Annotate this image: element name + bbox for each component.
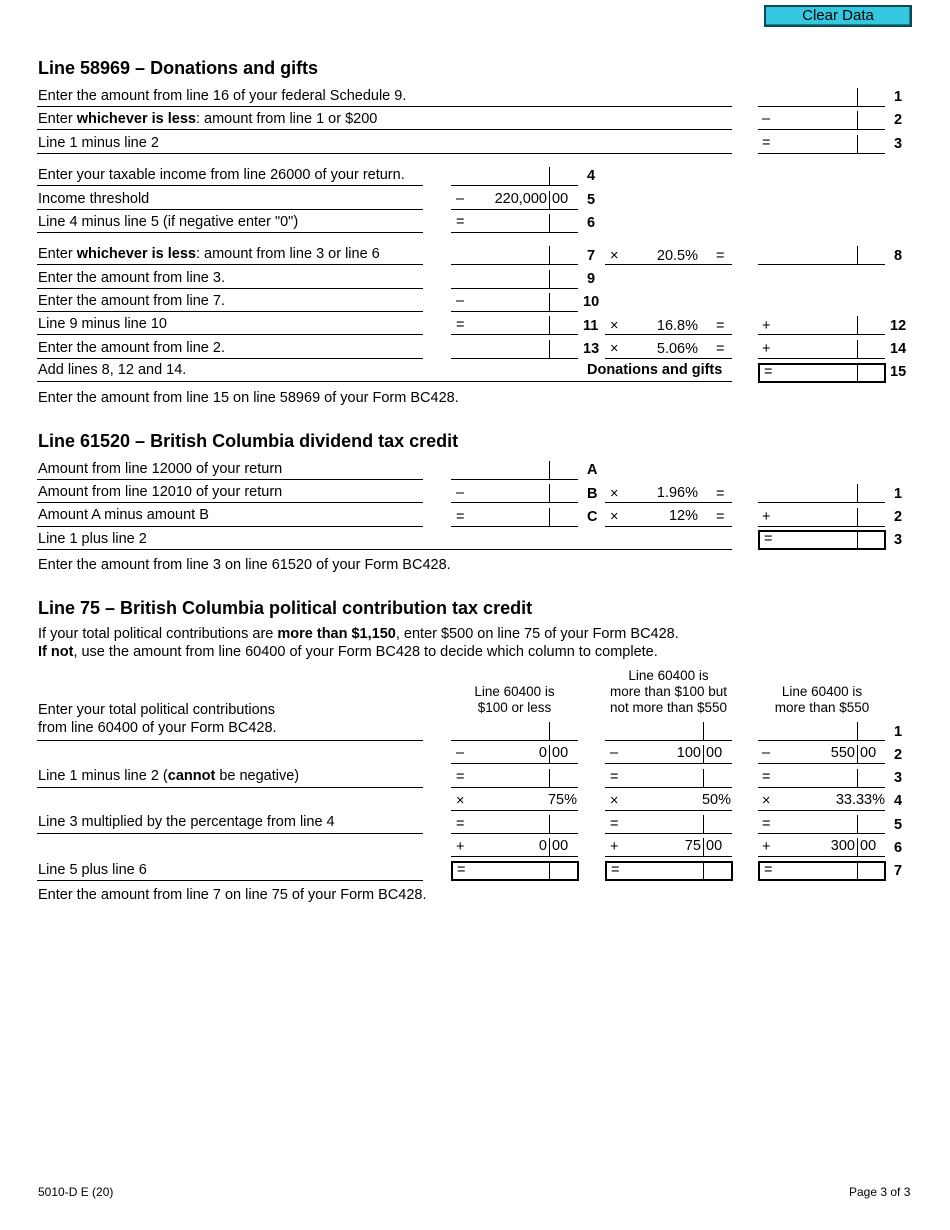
col3-line-6-amount: 300 <box>830 838 855 854</box>
minus-operator: – <box>762 111 771 127</box>
political-col2-line-3-field[interactable] <box>605 787 732 788</box>
rate-20-5: 20.5% <box>656 248 698 264</box>
donations-line-7-label: Enter whichever is less: amount from line 3 or line 6 <box>38 246 380 262</box>
times-operator: × <box>610 509 619 525</box>
donations-line-9-field[interactable] <box>451 288 578 289</box>
line-number: 3 <box>894 136 903 152</box>
minus-operator: – <box>456 485 465 501</box>
line-number: 14 <box>890 341 907 357</box>
political-col1-line-1-field[interactable] <box>451 740 578 741</box>
line-number: 12 <box>890 318 907 334</box>
col1-line-6-cents: 00 <box>552 838 569 854</box>
income-threshold-cents: 00 <box>552 191 569 207</box>
political-col3-line-1-field[interactable] <box>758 740 885 741</box>
donations-line-4-label: Enter your taxable income from line 26000 of your return. <box>38 167 405 183</box>
equals-operator: = <box>764 531 773 547</box>
line-number: 5 <box>894 817 903 833</box>
minus-operator: – <box>610 745 619 761</box>
donations-line-14-field[interactable] <box>758 358 885 359</box>
line-number: 9 <box>587 271 596 287</box>
col1-line-6-amount: 0 <box>538 838 547 854</box>
col3-line-2-cents: 00 <box>860 745 877 761</box>
donations-line-11-field[interactable] <box>451 334 578 335</box>
line-number: 3 <box>894 770 903 786</box>
donations-line-11-label: Line 9 minus line 10 <box>38 316 167 332</box>
political-col1-line-7-field[interactable] <box>451 861 579 881</box>
rate-1-96: 1.96% <box>656 485 698 501</box>
political-col1-line-5-field[interactable] <box>451 833 578 834</box>
line-number: 1 <box>894 89 903 105</box>
donations-line-1-field[interactable] <box>758 106 885 107</box>
political-col1-line-3-field[interactable] <box>451 787 578 788</box>
page-number: Page 3 of 3 <box>849 1185 911 1199</box>
donations-line-5-label: Income threshold <box>38 191 150 207</box>
equals-operator: = <box>764 862 773 878</box>
dividend-line-a-label: Amount from line 12000 of your return <box>38 461 283 477</box>
line-number: 2 <box>894 509 903 525</box>
equals-operator: = <box>716 486 725 502</box>
col2-line-2-amount: 100 <box>676 745 701 761</box>
equals-operator: = <box>762 816 771 832</box>
section-title-dividend: Line 61520 – British Columbia dividend tax credit <box>38 431 459 451</box>
dividend-amount-c-field[interactable] <box>451 526 578 527</box>
line-number: 13 <box>583 341 600 357</box>
dividend-line-1-field[interactable] <box>758 502 885 503</box>
equals-operator: = <box>764 364 773 380</box>
donations-line-1-label: Enter the amount from line 16 of your federal Schedule 9. <box>38 88 407 104</box>
political-col3-line-3-field[interactable] <box>758 787 885 788</box>
minus-operator: – <box>456 745 465 761</box>
plus-operator: + <box>456 839 465 855</box>
political-line-3-label: Line 1 minus line 2 (cannot be negative) <box>38 768 300 784</box>
col2-line-6-amount: 75 <box>684 838 701 854</box>
column-header-1: Line 60400 is $100 or less <box>474 684 555 715</box>
donations-line-6-field[interactable] <box>451 232 578 233</box>
dividend-line-3-label: Line 1 plus line 2 <box>38 531 147 547</box>
plus-operator: + <box>762 318 771 334</box>
donations-line-7-field[interactable] <box>451 264 578 265</box>
col2-line-6-cents: 00 <box>706 838 723 854</box>
political-line-5-label: Line 3 multiplied by the percentage from line 4 <box>38 814 335 830</box>
dividend-note: Enter the amount from line 3 on line 61520 of your Form BC428. <box>38 557 451 573</box>
col1-line-2-cents: 00 <box>552 745 569 761</box>
donations-total-label: Donations and gifts <box>587 362 723 378</box>
line-number: 4 <box>587 168 596 184</box>
col3-line-6-cents: 00 <box>860 838 877 854</box>
line-number: 3 <box>894 532 903 548</box>
political-col3-line-7-field[interactable] <box>758 861 886 881</box>
equals-operator: = <box>456 816 465 832</box>
col1-rate: 75% <box>547 792 577 808</box>
line-number: 6 <box>587 215 596 231</box>
donations-line-4-field[interactable] <box>451 185 578 186</box>
line-number: 8 <box>894 248 903 264</box>
minus-operator: – <box>456 293 465 309</box>
donations-line-13-field[interactable] <box>451 358 578 359</box>
col2-line-2-cents: 00 <box>706 745 723 761</box>
times-operator: × <box>610 486 619 502</box>
political-col2-line-5-field[interactable] <box>605 833 732 834</box>
times-operator: × <box>610 318 619 334</box>
donations-note: Enter the amount from line 15 on line 58969 of your Form BC428. <box>38 390 459 406</box>
line-number: 2 <box>894 112 903 128</box>
political-intro-1: If your total political contributions are more than $1,150, enter $500 on line 75 of your Form BC428. <box>38 626 679 642</box>
political-col2-line-7-field[interactable] <box>605 861 733 881</box>
donations-line-10-label: Enter the amount from line 7. <box>38 293 225 309</box>
donations-line-2-field[interactable] <box>758 129 885 130</box>
line-number: 11 <box>583 318 599 334</box>
times-operator: × <box>610 341 619 357</box>
col1-line-2-amount: 0 <box>538 745 547 761</box>
donations-line-2-label: Enter whichever is less: amount from line 1 or $200 <box>38 111 378 127</box>
equals-operator: = <box>716 318 725 334</box>
equals-operator: = <box>456 769 465 785</box>
equals-operator: = <box>610 816 619 832</box>
political-col2-line-1-field[interactable] <box>605 740 732 741</box>
form-id: 5010-D E (20) <box>38 1185 114 1199</box>
equals-operator: = <box>610 769 619 785</box>
section-title-donations: Line 58969 – Donations and gifts <box>38 58 319 78</box>
donations-line-3-field[interactable] <box>758 153 885 154</box>
times-operator: × <box>610 248 619 264</box>
dividend-line-b-label: Amount from line 12010 of your return <box>38 484 283 500</box>
plus-operator: + <box>762 509 771 525</box>
dividend-amount-b-field[interactable] <box>451 502 578 503</box>
column-header-3: Line 60400 is more than $550 <box>774 684 870 715</box>
line-letter: C <box>587 509 598 525</box>
plus-operator: + <box>762 839 771 855</box>
times-operator: × <box>610 793 619 809</box>
line-letter: B <box>587 486 598 502</box>
political-line-1-label: Enter your total political contributions from line 60400 of your Form BC428. <box>38 702 277 736</box>
rate-12: 12% <box>668 508 698 524</box>
line-number: 7 <box>587 248 596 264</box>
line-number: 1 <box>894 486 903 502</box>
col3-line-2-amount: 550 <box>830 745 855 761</box>
equals-operator: = <box>762 135 771 151</box>
donations-line-3-label: Line 1 minus line 2 <box>38 135 159 151</box>
equals-operator: = <box>716 341 725 357</box>
line-letter: A <box>587 462 598 478</box>
col3-rate: 33.33% <box>835 792 885 808</box>
line-number: 6 <box>894 840 903 856</box>
donations-line-9-label: Enter the amount from line 3. <box>38 270 225 286</box>
dividend-line-3-field[interactable] <box>758 530 886 550</box>
clear-data-button[interactable]: Clear Data <box>764 5 912 27</box>
rate-16-8: 16.8% <box>656 318 698 334</box>
equals-operator: = <box>762 769 771 785</box>
dividend-line-c-label: Amount A minus amount B <box>38 507 209 523</box>
dividend-amount-a-field[interactable] <box>451 479 578 480</box>
political-intro-2: If not, use the amount from line 60400 of your Form BC428 to decide which column to complete. <box>38 644 658 660</box>
donations-line-6-label: Line 4 minus line 5 (if negative enter "0") <box>38 214 299 230</box>
political-col3-line-5-field[interactable] <box>758 833 885 834</box>
political-line-7-label: Line 5 plus line 6 <box>38 862 147 878</box>
column-header-2: Line 60400 is more than $100 but not more than $550 <box>609 668 728 715</box>
plus-operator: + <box>762 341 771 357</box>
line-number: 10 <box>583 294 600 310</box>
plus-operator: + <box>610 839 619 855</box>
donations-line-10-field[interactable] <box>451 311 578 312</box>
equals-operator: = <box>456 509 465 525</box>
line-number: 1 <box>894 724 903 740</box>
minus-operator: – <box>456 191 465 207</box>
dividend-line-2-field[interactable] <box>758 526 885 527</box>
donations-line-8-field[interactable] <box>758 264 885 265</box>
line-number: 2 <box>894 747 903 763</box>
times-operator: × <box>762 793 771 809</box>
equals-operator: = <box>456 214 465 230</box>
donations-line-13-label: Enter the amount from line 2. <box>38 340 225 356</box>
equals-operator: = <box>611 862 620 878</box>
donations-line-15-field[interactable] <box>758 363 886 383</box>
line-number: 15 <box>890 364 907 380</box>
line-number: 4 <box>894 793 903 809</box>
political-note: Enter the amount from line 7 on line 75 of your Form BC428. <box>38 887 427 903</box>
donations-line-15-label: Add lines 8, 12 and 14. <box>38 362 187 378</box>
donations-line-12-field[interactable] <box>758 334 885 335</box>
times-operator: × <box>456 793 465 809</box>
line-number: 7 <box>894 863 903 879</box>
minus-operator: – <box>762 745 771 761</box>
rate-5-06: 5.06% <box>656 341 698 357</box>
equals-operator: = <box>716 509 725 525</box>
equals-operator: = <box>457 862 466 878</box>
equals-operator: = <box>456 317 465 333</box>
income-threshold-amount: 220,000 <box>494 191 547 207</box>
section-title-political: Line 75 – British Columbia political contribution tax credit <box>38 598 533 618</box>
col2-rate: 50% <box>701 792 731 808</box>
line-number: 5 <box>587 192 596 208</box>
equals-operator: = <box>716 248 725 264</box>
